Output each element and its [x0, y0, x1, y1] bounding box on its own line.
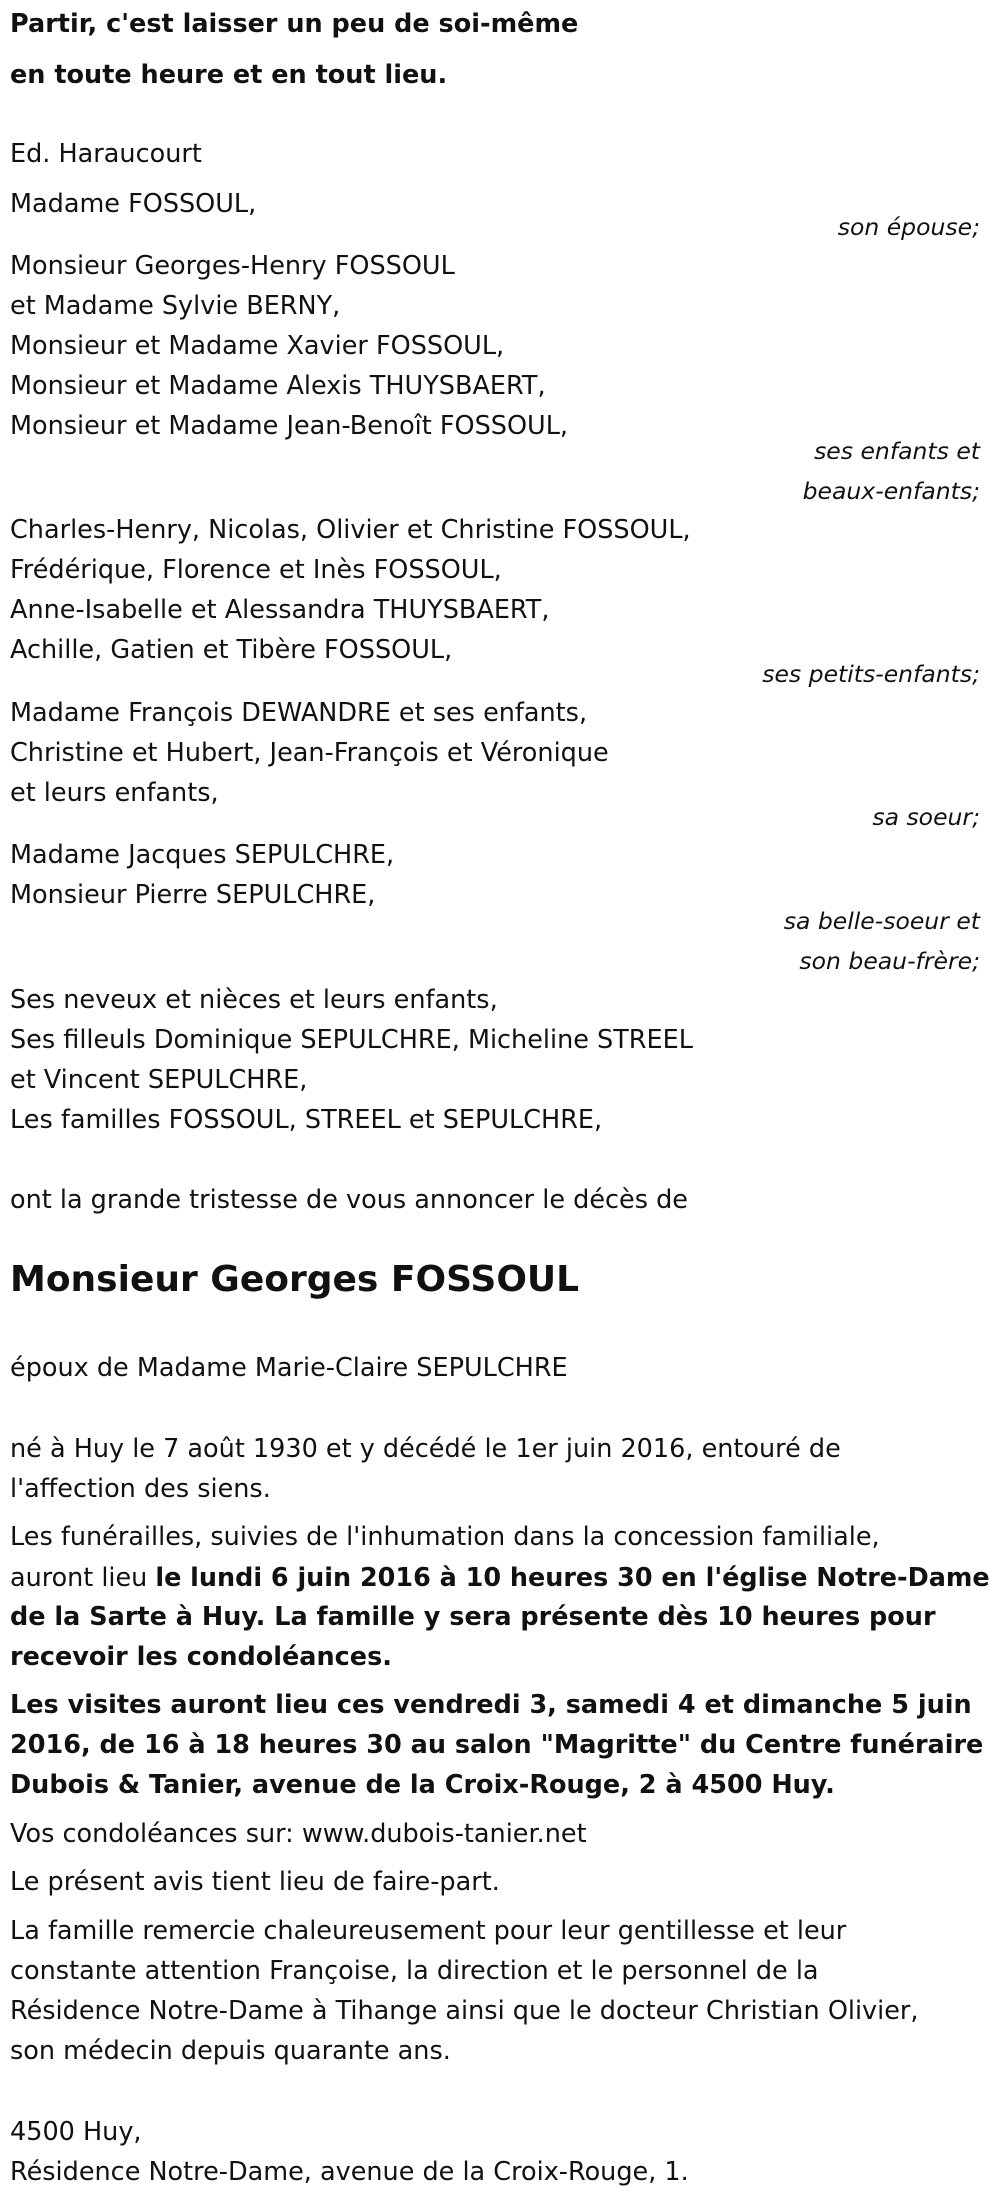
others-line: et Vincent SEPULCHRE,	[10, 1065, 308, 1095]
spouse-name: Madame FOSSOUL,	[10, 189, 257, 219]
in-laws-line: Madame Jacques SEPULCHRE,	[10, 840, 395, 870]
children-line: Monsieur et Madame Alexis THUYSBAERT,	[10, 371, 546, 401]
others-line: Les familles FOSSOUL, STREEL et SEPULCHRE,	[10, 1105, 603, 1135]
children-line: Monsieur et Madame Jean-Benoît FOSSOUL,	[10, 411, 569, 441]
in-laws-role-line-1: sa belle-soeur et	[783, 907, 980, 935]
grandchildren-line: Anne-Isabelle et Alessandra THUYSBAERT,	[10, 595, 550, 625]
thanks-line: Résidence Notre-Dame à Tihange ainsi que le docteur Christian Olivier,	[10, 1996, 919, 2026]
sister-line: Christine et Hubert, Jean-François et Véronique	[10, 738, 609, 768]
funeral-line-3: de la Sarte à Huy. La famille y sera présente dès 10 heures pour	[10, 1602, 936, 1632]
condolences-line: Vos condoléances sur: www.dubois-tanier.net	[10, 1819, 587, 1849]
thanks-line: constante attention Françoise, la direction et le personnel de la	[10, 1956, 819, 1986]
grandchildren-line: Frédérique, Florence et Inès FOSSOUL,	[10, 555, 502, 585]
in-laws-role-line-2: son beau-frère;	[799, 947, 980, 975]
poem-author: Ed. Haraucourt	[10, 139, 202, 169]
children-role-line-2: beaux-enfants;	[802, 477, 980, 505]
deceased-birth-line-2: l'affection des siens.	[10, 1474, 271, 1504]
visits-line-1: Les visites auront lieu ces vendredi 3, samedi 4 et dimanche 5 juin	[10, 1690, 972, 1720]
address-line-2: Résidence Notre-Dame, avenue de la Croix-Rouge, 1.	[10, 2157, 689, 2187]
grandchildren-line: Achille, Gatien et Tibère FOSSOUL,	[10, 635, 453, 665]
sister-line: Madame François DEWANDRE et ses enfants,	[10, 698, 588, 728]
spouse-role: son épouse;	[837, 213, 980, 241]
visits-line-2: 2016, de 16 à 18 heures 30 au salon "Magritte" du Centre funéraire	[10, 1730, 984, 1760]
funeral-line-4: recevoir les condoléances.	[10, 1642, 392, 1672]
address-line-1: 4500 Huy,	[10, 2117, 142, 2147]
funeral-line-2	[10, 1562, 990, 1592]
thanks-line: son médecin depuis quarante ans.	[10, 2036, 451, 2066]
funeral-line-1: Les funérailles, suivies de l'inhumation dans la concession familiale,	[10, 1522, 880, 1552]
announcement: ont la grande tristesse de vous annoncer le décès de	[10, 1185, 688, 1215]
deceased-name: Monsieur Georges FOSSOUL	[10, 1259, 580, 1300]
children-role-line-1: ses enfants et	[814, 437, 980, 465]
grandchildren-role: ses petits-enfants;	[762, 660, 980, 688]
deceased-birth-line-1: né à Huy le 7 août 1930 et y décédé le 1er juin 2016, entouré de	[10, 1434, 841, 1464]
poem-line-2: en toute heure et en tout lieu.	[10, 60, 448, 90]
funeral-line-2-intro: auront lieu	[10, 1562, 156, 1592]
children-line: Monsieur Georges-Henry FOSSOUL	[10, 251, 455, 281]
sister-role: sa soeur;	[872, 803, 980, 831]
funeral-date-time: le lundi 6 juin 2016 à 10 heures 30 en l'église Notre-Dame	[155, 1562, 990, 1592]
thanks-line: La famille remercie chaleureusement pour leur gentillesse et leur	[10, 1916, 847, 1946]
deceased-spouse-line: époux de Madame Marie-Claire SEPULCHRE	[10, 1353, 568, 1383]
children-line: et Madame Sylvie BERNY,	[10, 291, 341, 321]
others-line: Ses neveux et nièces et leurs enfants,	[10, 985, 498, 1015]
poem-line-1: Partir, c'est laisser un peu de soi-même	[10, 9, 579, 39]
sister-line: et leurs enfants,	[10, 778, 219, 808]
in-laws-line: Monsieur Pierre SEPULCHRE,	[10, 880, 376, 910]
notice-line: Le présent avis tient lieu de faire-part.	[10, 1867, 500, 1897]
visits-line-3: Dubois & Tanier, avenue de la Croix-Rouge, 2 à 4500 Huy.	[10, 1770, 835, 1800]
children-line: Monsieur et Madame Xavier FOSSOUL,	[10, 331, 505, 361]
grandchildren-line: Charles-Henry, Nicolas, Olivier et Christine FOSSOUL,	[10, 515, 691, 545]
others-line: Ses filleuls Dominique SEPULCHRE, Micheline STREEL	[10, 1025, 693, 1055]
